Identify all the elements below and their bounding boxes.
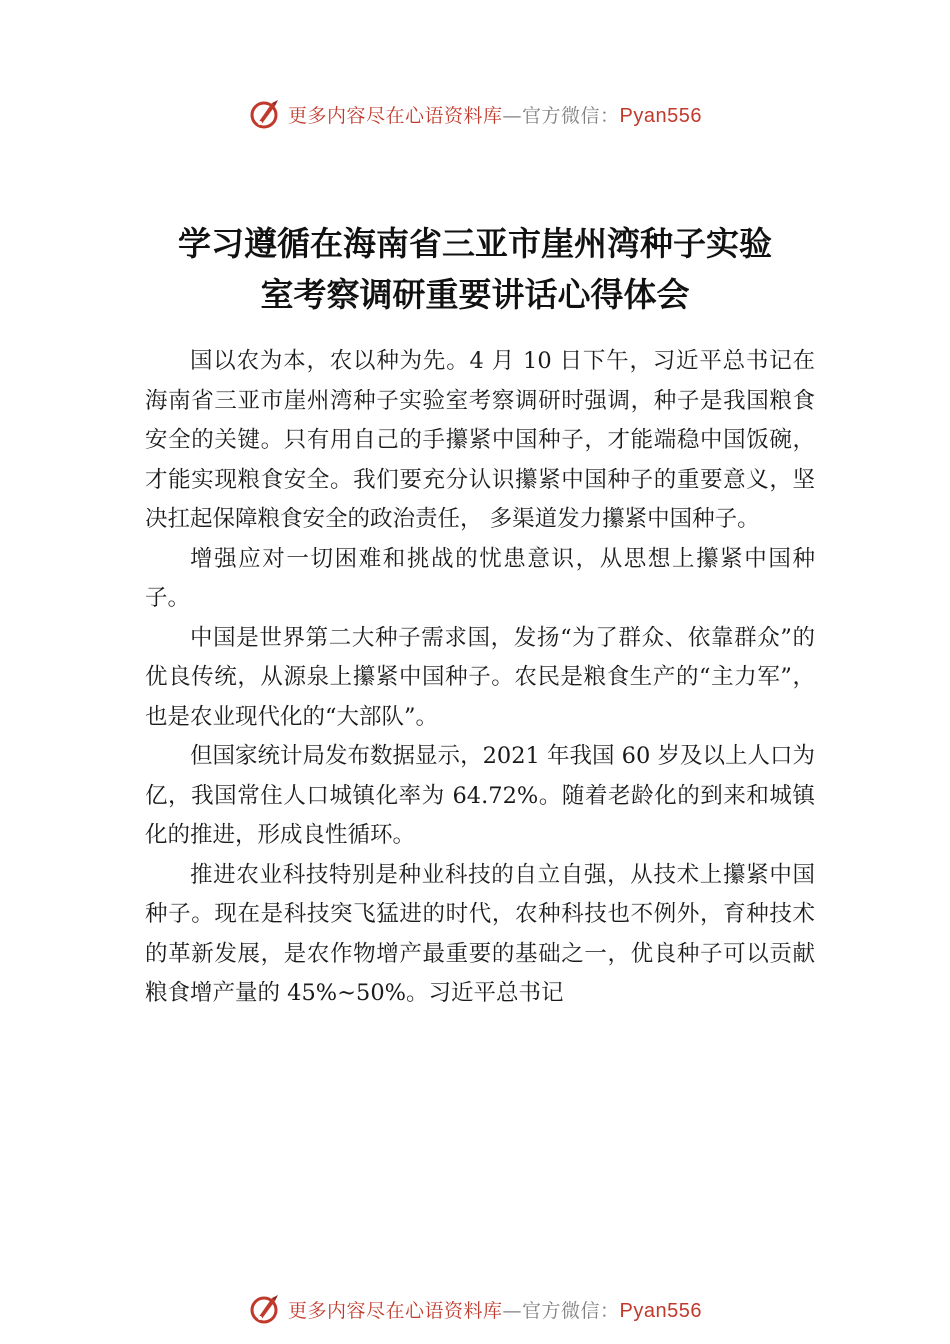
title-line-1: 学习遵循在海南省三亚市崖州湾种子实验 xyxy=(178,224,772,263)
header-wechat-account: Pyan556 xyxy=(619,104,702,127)
footer-wechat-label: 官方微信： xyxy=(522,1299,620,1322)
footer-wechat-account: Pyan556 xyxy=(619,1299,702,1322)
header-wechat-label: 官方微信： xyxy=(522,104,620,127)
header-dash: — xyxy=(502,104,523,127)
header-promo-text: 更多内容尽在心语资料库 xyxy=(288,104,503,127)
footer-dash: — xyxy=(502,1299,523,1322)
footer-banner xyxy=(0,1289,950,1329)
footer-promo xyxy=(288,1296,702,1323)
header-banner xyxy=(0,94,950,134)
footer-promo-text: 更多内容尽在心语资料库 xyxy=(288,1299,503,1322)
document-body xyxy=(145,342,815,1014)
paragraph: 增强应对一切困难和挑战的忧患意识，从思想上攥紧中国种子。 xyxy=(145,545,815,611)
paragraph: 中国是世界第二大种子需求国，发扬“为了群众、依靠群众”的优良传统，从源泉上攥紧中国种子。农民是粮食生产的“主力军”，也是农业现代化的“大部队”。 xyxy=(145,624,815,730)
title-line-2: 室考察调研重要讲话心得体会 xyxy=(260,275,690,314)
quill-logo-icon xyxy=(248,97,282,131)
paragraph: 国以农为本，农以种为先。4 月 10 日下午，习近平总书记在海南省三亚市崖州湾种子实验室考察调研时强调，种子是我国粮食安全的关键。只有用自己的手攥紧中国种子，才能端稳中国饭碗，才能实现粮食安全。我们要充分认识攥紧中国种子的重要意义，坚决扛起保障粮食安全的政治责任， 多渠道发力攥紧中国种子。 xyxy=(145,348,815,532)
paragraph: 但国家统计局发布数据显示，2021 年我国 60 岁及以上人口为亿，我国常住人口城镇化率为 64.72%。随着老龄化的到来和城镇化的推进，形成良性循环。 xyxy=(145,743,815,848)
quill-logo-icon xyxy=(248,1292,282,1326)
document-title xyxy=(120,218,830,320)
header-promo xyxy=(288,101,702,128)
paragraph: 推进农业科技特别是种业科技的自立自强，从技术上攥紧中国种子。现在是科技突飞猛进的时代，农种科技也不例外，育种技术的革新发展，是农作物增产最重要的基础之一，优良种子可以贡献粮食增产量的 45%~50%。习近平总书记 xyxy=(145,861,815,1006)
